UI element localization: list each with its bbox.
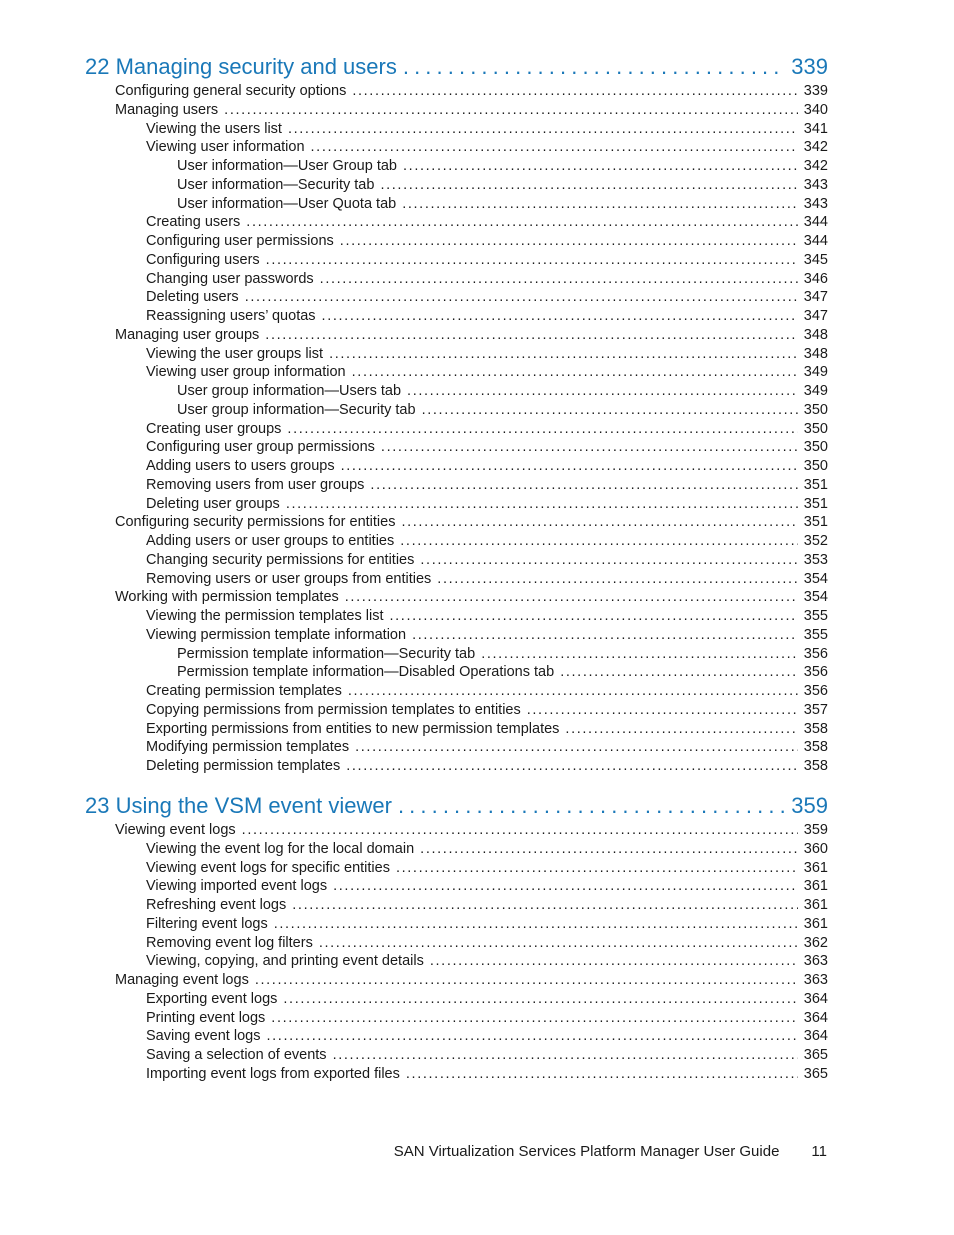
- entry-title: Configuring user permissions: [146, 233, 334, 249]
- entry-title: User group information—Security tab: [177, 401, 416, 418]
- entry-title: Changing security permissions for entities: [146, 551, 415, 568]
- toc-entry[interactable]: [85, 288, 828, 307]
- dot-leader: [322, 307, 798, 326]
- dot-leader: [266, 1027, 797, 1046]
- entry-title: Reassigning users’ quotas: [146, 308, 316, 324]
- entry-title: Deleting permission templates: [146, 758, 341, 774]
- dot-leader: [412, 626, 798, 645]
- entry-page-number: 348: [803, 345, 828, 362]
- entry-title: Refreshing event logs: [146, 897, 287, 913]
- toc-entry[interactable]: [85, 990, 828, 1009]
- entry-title: Creating permission templates: [146, 683, 342, 699]
- toc-entry[interactable]: [85, 588, 828, 607]
- dot-leader: [242, 821, 798, 840]
- entry-title: Configuring general security options: [115, 83, 347, 99]
- dot-leader: [333, 877, 798, 896]
- toc-entry[interactable]: [85, 213, 828, 232]
- toc-entry[interactable]: [85, 513, 828, 532]
- toc-entry[interactable]: [85, 363, 828, 382]
- entry-page-number: 339: [803, 83, 828, 99]
- entry-title: Viewing the event log for the local domain: [146, 840, 415, 857]
- toc-entry[interactable]: [85, 840, 828, 859]
- entry-title: Adding users or user groups to entities: [146, 533, 395, 549]
- dot-leader: [406, 1065, 798, 1084]
- toc-entry[interactable]: [85, 682, 828, 701]
- dot-leader: [527, 701, 798, 720]
- dot-leader: [400, 532, 798, 551]
- entry-page-number: 361: [803, 915, 828, 932]
- entry-page-number: 358: [803, 758, 828, 774]
- entry-page-number: 351: [803, 476, 828, 493]
- dot-leader: [370, 476, 797, 495]
- entry-page-number: 349: [803, 383, 828, 399]
- chapter-title: 22 Managing security and users: [85, 54, 397, 79]
- dot-leader: [481, 645, 798, 664]
- toc-entry[interactable]: [85, 551, 828, 570]
- entry-title: Configuring users: [146, 251, 260, 268]
- toc-entry[interactable]: [85, 859, 828, 878]
- toc-entry[interactable]: [85, 532, 828, 551]
- toc-entry[interactable]: [85, 877, 828, 896]
- toc-entry[interactable]: [85, 457, 828, 476]
- entry-title: Permission template information—Disabled Operations tab: [177, 664, 555, 681]
- entry-title: Filtering event logs: [146, 915, 268, 932]
- toc-entry[interactable]: [85, 420, 828, 439]
- entry-title: Deleting users: [146, 289, 239, 306]
- entry-title: Permission template information—Security tab: [177, 645, 476, 662]
- page-number: 11: [811, 1143, 827, 1160]
- entry-page-number: 354: [803, 570, 828, 587]
- toc-entry[interactable]: [85, 1009, 828, 1028]
- entry-title: Printing event logs: [146, 1009, 266, 1026]
- dot-leader: [265, 326, 798, 345]
- dot-leader: [420, 551, 797, 570]
- dot-leader: [437, 570, 798, 589]
- entry-title: Changing user passwords: [146, 270, 314, 287]
- dot-leader: [403, 157, 798, 176]
- entry-title: Copying permissions from permission templates to entities: [146, 701, 521, 718]
- entry-page-number: 351: [803, 514, 828, 531]
- dot-leader: [246, 213, 798, 232]
- guide-title: SAN Virtualization Services Platform Manager User Guide: [393, 1143, 780, 1160]
- dot-leader: [271, 1009, 798, 1028]
- dot-leader: [403, 52, 785, 82]
- entry-page-number: 363: [803, 953, 828, 970]
- toc-chapter-22: [85, 52, 828, 776]
- dot-leader: [345, 588, 798, 607]
- toc-entry[interactable]: [85, 1065, 828, 1084]
- toc-entry[interactable]: [85, 401, 828, 420]
- entry-page-number: 356: [803, 664, 828, 681]
- toc-entry[interactable]: [85, 607, 828, 626]
- entry-title: Exporting permissions from entities to new permission templates: [146, 720, 560, 737]
- entry-title: Removing users from user groups: [146, 476, 365, 493]
- entry-page-number: 341: [803, 120, 828, 137]
- toc-entry[interactable]: [85, 176, 828, 195]
- dot-leader: [352, 82, 797, 101]
- dot-leader: [311, 138, 798, 157]
- entry-page-number: 348: [803, 326, 828, 343]
- toc-entry[interactable]: [85, 345, 828, 364]
- entry-title: Creating user groups: [146, 420, 282, 437]
- dot-leader: [401, 513, 797, 532]
- entry-title: User information—User Group tab: [177, 158, 397, 174]
- entry-page-number: 362: [803, 934, 828, 951]
- dot-leader: [381, 438, 798, 457]
- dot-leader: [402, 195, 798, 214]
- entry-page-number: 364: [803, 1009, 828, 1026]
- toc-entry[interactable]: [85, 757, 828, 776]
- entry-page-number: 355: [803, 626, 828, 643]
- entry-page-number: 358: [803, 720, 828, 737]
- entry-list: [85, 821, 828, 1084]
- entry-page-number: 349: [803, 364, 828, 381]
- entry-page-number: 358: [803, 739, 828, 756]
- dot-leader: [565, 720, 797, 739]
- toc-entry[interactable]: [85, 307, 828, 326]
- chapter-title: 23 Using the VSM event viewer: [85, 793, 392, 818]
- entry-page-number: 346: [803, 270, 828, 287]
- toc-entry[interactable]: [85, 720, 828, 739]
- entry-page-number: 355: [803, 608, 828, 624]
- toc-entry[interactable]: [85, 476, 828, 495]
- toc-entry[interactable]: [85, 663, 828, 682]
- toc-entry[interactable]: [85, 645, 828, 664]
- dot-leader: [422, 401, 798, 420]
- chapter-page-number: 339: [791, 54, 828, 79]
- chapter-page-number: 359: [791, 793, 828, 818]
- toc-entry[interactable]: [85, 896, 828, 915]
- toc-entry[interactable]: [85, 138, 828, 157]
- chapter-heading[interactable]: [85, 791, 828, 821]
- entry-page-number: 342: [803, 139, 828, 156]
- entry-page-number: 361: [803, 878, 828, 895]
- entry-page-number: 359: [803, 822, 828, 838]
- entry-title: User group information—Users tab: [177, 383, 402, 399]
- chapter-heading[interactable]: [85, 52, 828, 82]
- toc-entry[interactable]: [85, 101, 828, 120]
- dot-leader: [352, 363, 798, 382]
- toc-entry[interactable]: [85, 701, 828, 720]
- entry-page-number: 365: [803, 1065, 828, 1082]
- entry-page-number: 345: [803, 251, 828, 268]
- entry-page-number: 347: [803, 289, 828, 306]
- entry-title: Viewing imported event logs: [146, 878, 328, 895]
- dot-leader: [286, 495, 798, 514]
- dot-leader: [340, 232, 798, 251]
- entry-title: Configuring user group permissions: [146, 439, 375, 456]
- entry-title: Removing users or user groups from entities: [146, 570, 432, 587]
- entry-page-number: 365: [803, 1047, 828, 1063]
- entry-title: Exporting event logs: [146, 990, 278, 1007]
- toc-entry[interactable]: [85, 934, 828, 953]
- toc-entry[interactable]: [85, 971, 828, 990]
- entry-page-number: 347: [803, 308, 828, 324]
- page-footer: [300, 1143, 827, 1160]
- entry-title: Saving event logs: [146, 1028, 261, 1045]
- entry-page-number: 363: [803, 972, 828, 988]
- dot-leader: [348, 682, 798, 701]
- entry-page-number: 342: [803, 158, 828, 174]
- entry-title: Importing event logs from exported files: [146, 1065, 400, 1082]
- toc-entry[interactable]: [85, 495, 828, 514]
- entry-title: Adding users to users groups: [146, 458, 335, 474]
- toc-entry[interactable]: [85, 326, 828, 345]
- dot-leader: [380, 176, 797, 195]
- entry-title: Managing event logs: [115, 972, 249, 988]
- toc-entry[interactable]: [85, 915, 828, 934]
- dot-leader: [355, 738, 798, 757]
- entry-title: Configuring security permissions for entities: [115, 514, 396, 531]
- entry-page-number: 340: [803, 101, 828, 118]
- entry-title: Deleting user groups: [146, 495, 280, 512]
- entry-title: User information—Security tab: [177, 176, 375, 193]
- toc-entry[interactable]: [85, 952, 828, 971]
- entry-list: [85, 82, 828, 776]
- entry-page-number: 356: [803, 683, 828, 699]
- toc-entry[interactable]: [85, 195, 828, 214]
- dot-leader: [396, 859, 798, 878]
- dot-leader: [245, 288, 798, 307]
- entry-title: Viewing the user groups list: [146, 345, 324, 362]
- dot-leader: [283, 990, 797, 1009]
- entry-page-number: 350: [803, 458, 828, 474]
- dot-leader: [389, 607, 797, 626]
- toc-entry[interactable]: [85, 82, 828, 101]
- entry-page-number: 353: [803, 551, 828, 568]
- toc-entry[interactable]: [85, 120, 828, 139]
- dot-leader: [346, 757, 798, 776]
- entry-page-number: 344: [803, 233, 828, 249]
- entry-page-number: 352: [803, 533, 828, 549]
- entry-title: Viewing permission template information: [146, 626, 407, 643]
- entry-title: Saving a selection of events: [146, 1047, 327, 1063]
- dot-leader: [292, 896, 798, 915]
- entry-title: Creating users: [146, 214, 241, 231]
- toc-entry[interactable]: [85, 438, 828, 457]
- entry-page-number: 344: [803, 214, 828, 231]
- dot-leader: [333, 1046, 798, 1065]
- entry-page-number: 364: [803, 1028, 828, 1045]
- entry-page-number: 356: [803, 645, 828, 662]
- entry-page-number: 364: [803, 990, 828, 1007]
- dot-leader: [407, 382, 798, 401]
- toc-entry[interactable]: [85, 1046, 828, 1065]
- dot-leader: [287, 420, 797, 439]
- dot-leader: [341, 457, 798, 476]
- toc-chapter-23: [85, 791, 828, 1084]
- entry-page-number: 343: [803, 195, 828, 212]
- entry-page-number: 357: [803, 701, 828, 718]
- dot-leader: [274, 915, 798, 934]
- entry-title: Viewing the permission templates list: [146, 608, 384, 624]
- dot-leader: [266, 251, 798, 270]
- dot-leader: [329, 345, 798, 364]
- entry-page-number: 350: [803, 401, 828, 418]
- entry-page-number: 354: [803, 589, 828, 606]
- toc-entry[interactable]: [85, 570, 828, 589]
- dot-leader: [420, 840, 798, 859]
- entry-title: Viewing the users list: [146, 120, 282, 137]
- toc-entry[interactable]: [85, 738, 828, 757]
- entry-title: Removing event log filters: [146, 934, 313, 951]
- toc-entry[interactable]: [85, 157, 828, 176]
- toc-entry[interactable]: [85, 821, 828, 840]
- toc-entry[interactable]: [85, 626, 828, 645]
- entry-title: Viewing event logs: [115, 822, 236, 838]
- entry-page-number: 350: [803, 420, 828, 437]
- entry-title: User information—User Quota tab: [177, 195, 397, 212]
- entry-page-number: 361: [803, 859, 828, 876]
- toc-entry[interactable]: [85, 1027, 828, 1046]
- toc-entry[interactable]: [85, 232, 828, 251]
- toc-entry[interactable]: [85, 382, 828, 401]
- toc-entry[interactable]: [85, 270, 828, 289]
- entry-title: Managing users: [115, 101, 219, 118]
- dot-leader: [224, 101, 798, 120]
- entry-title: Viewing, copying, and printing event details: [146, 953, 424, 970]
- entry-page-number: 361: [803, 897, 828, 913]
- dot-leader: [560, 663, 798, 682]
- dot-leader: [430, 952, 798, 971]
- entry-title: Viewing event logs for specific entities: [146, 859, 390, 876]
- toc-entry[interactable]: [85, 251, 828, 270]
- entry-page-number: 343: [803, 176, 828, 193]
- entry-title: Managing user groups: [115, 326, 260, 343]
- dot-leader: [320, 270, 798, 289]
- entry-page-number: 350: [803, 439, 828, 456]
- dot-leader: [255, 971, 798, 990]
- dot-leader: [319, 934, 798, 953]
- entry-title: Working with permission templates: [115, 589, 339, 606]
- entry-page-number: 360: [803, 840, 828, 857]
- entry-page-number: 351: [803, 495, 828, 512]
- entry-title: Viewing user information: [146, 139, 305, 156]
- entry-title: Viewing user group information: [146, 364, 346, 381]
- entry-title: Modifying permission templates: [146, 739, 350, 756]
- dot-leader: [398, 791, 785, 821]
- dot-leader: [288, 120, 798, 139]
